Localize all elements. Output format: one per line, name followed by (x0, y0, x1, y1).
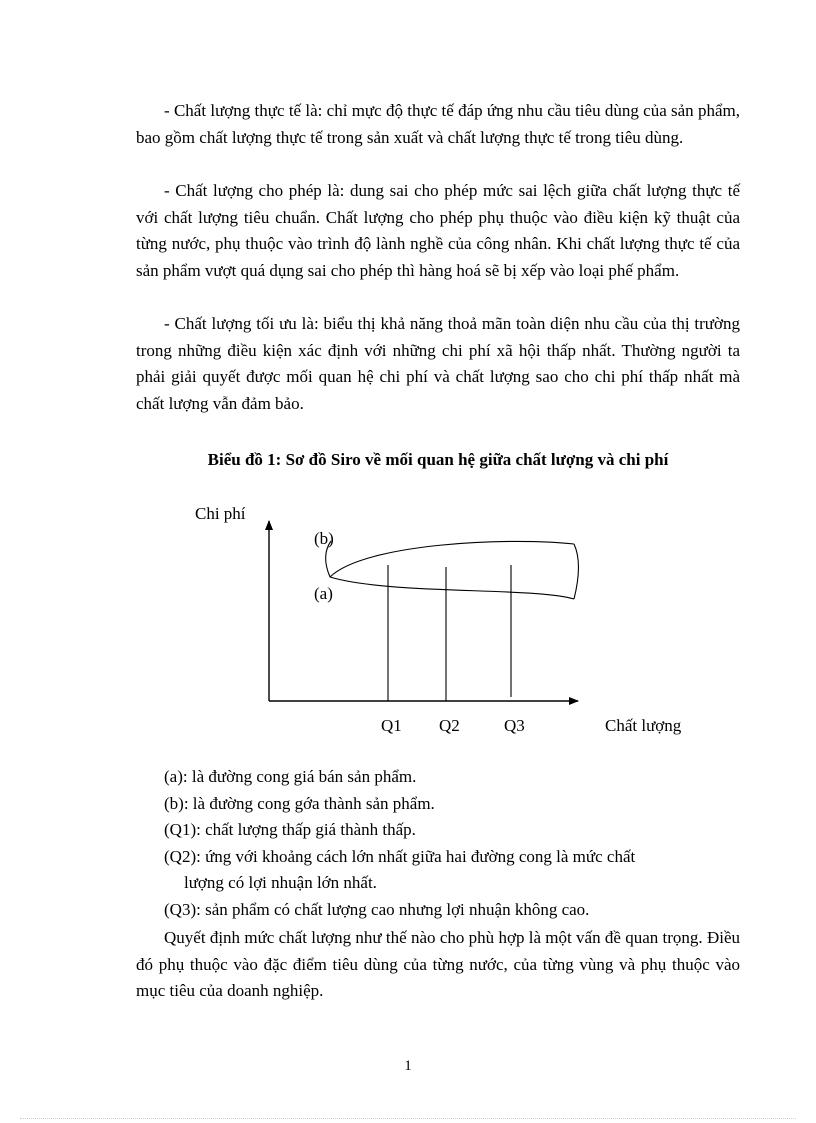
paragraph-actual-quality: - Chất lượng thực tế là: chỉ mực độ thực tế đáp ứng nhu cầu tiêu dùng của sản phẩm, bao gồm chất lượng thực tế trong sản xuất và chất lượng thực tế trong tiêu dùng. (136, 101, 740, 147)
tick-q3: Q3 (504, 716, 525, 735)
curve-right-arc (574, 544, 579, 599)
page-number: 1 (404, 1058, 412, 1074)
legend-item-b: (b): là đường cong gớa thành sản phẩm. (164, 793, 435, 813)
x-axis-label: Chất lượng (605, 716, 682, 735)
y-axis-label: Chi phí (195, 504, 246, 523)
closing-paragraph: Quyết định mức chất lượng như thế nào cho phù hợp là một vấn đề quan trọng. Điều đó phụ thuộc vào đặc điểm tiêu dùng của từng nước, của từng vùng và phụ thuộc vào mục tiêu của doanh nghiệp. (136, 928, 740, 1000)
curve-a-label: (a) (314, 584, 333, 603)
legend-item-q2-continued: lượng có lợi nhuận lớn nhất. (184, 873, 377, 892)
legend-item-q1: (Q1): chất lượng thấp giá thành thấp. (164, 820, 416, 839)
legend-item-q2: (Q2): ứng với khoảng cách lớn nhất giữa hai đường cong là mức chất (164, 846, 636, 866)
paragraph-optimal-quality: - Chất lượng tối ưu là: biểu thị khả năng thoả mãn toàn diện nhu cầu của thị trường trong những điều kiện xác định với những chi phí xã hội thấp nhất. Thường người ta phải giải quyết được mối quan hệ chi phí và chất lượng sao cho chi phí thấp nhất mà chất lượng vẫn đảm bảo. (136, 314, 740, 413)
tick-q2: Q2 (439, 716, 460, 735)
page-bottom-rule (20, 1118, 796, 1119)
curve-b (330, 541, 574, 577)
figure-caption: Biểu đồ 1: Sơ đồ Siro về mối quan hệ giữa chất lượng và chi phí (207, 450, 669, 469)
figure-legend (164, 764, 740, 923)
paragraph-allowed-quality: - Chất lượng cho phép là: dung sai cho phép mức sai lệch giữa chất lượng thực tế với chất lượng tiêu chuẩn. Chất lượng cho phép phụ thuộc vào điều kiện kỹ thuật của từng nước, phụ thuộc vào trình độ lành nghề của công nhân. Khi chất lượng thực tế của sản phẩm vượt quá dụng sai cho phép thì hàng hoá sẽ bị xếp vào loại phế phẩm. (136, 181, 740, 280)
curve-b-label: (b) (314, 529, 334, 548)
siro-diagram (150, 495, 710, 755)
legend-item-a: (a): là đường cong giá bán sản phẩm. (164, 767, 417, 786)
tick-q1: Q1 (381, 716, 402, 735)
curve-a (330, 577, 574, 599)
legend-item-q3: (Q3): sản phẩm có chất lượng cao nhưng lợi nhuận không cao. (164, 899, 590, 919)
